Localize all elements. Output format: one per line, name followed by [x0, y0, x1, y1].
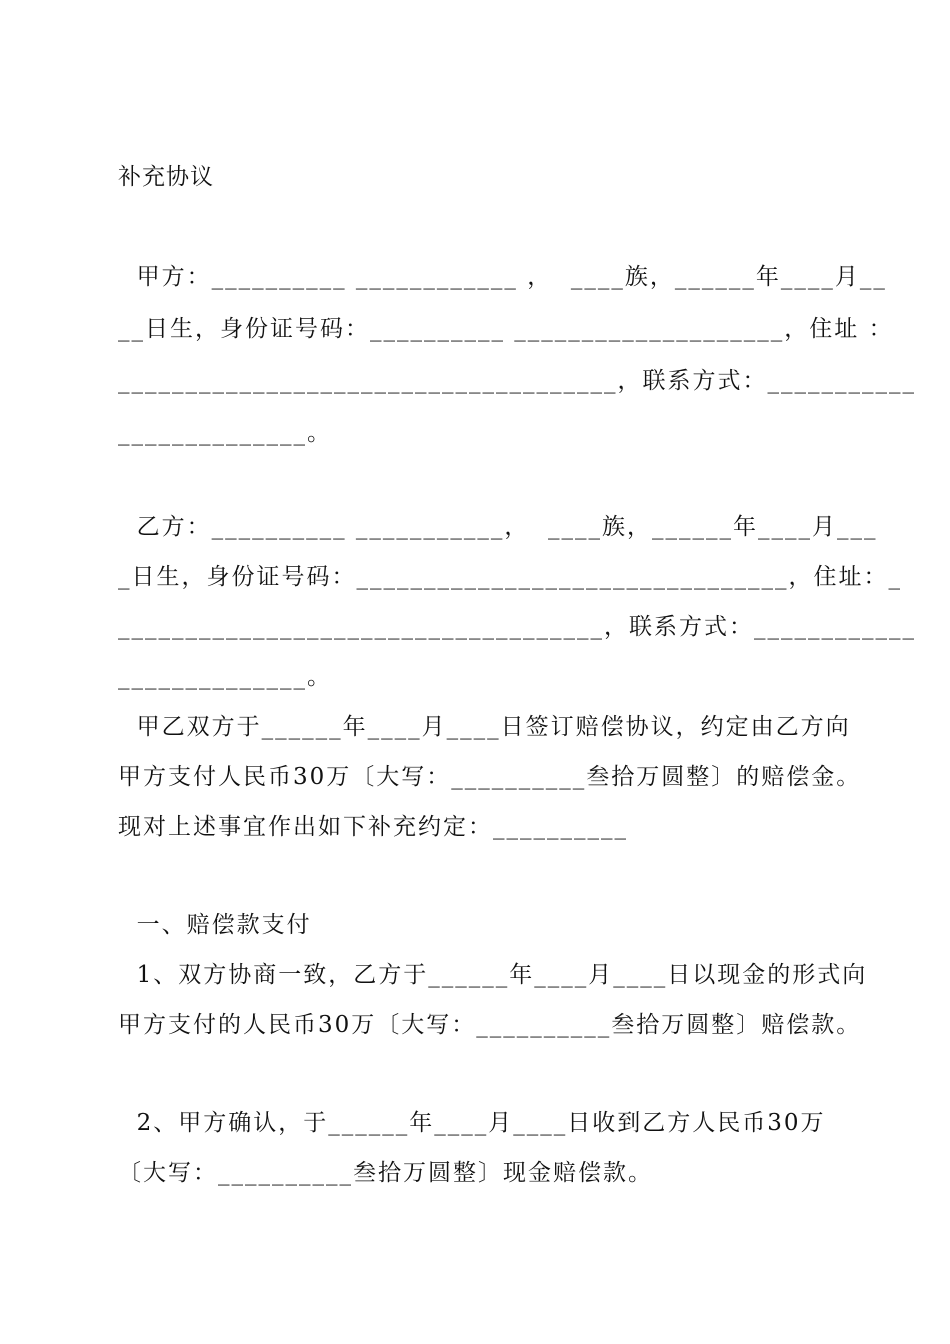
- intro-line-1: 甲乙双方于______年____月____日签订赔偿协议，约定由乙方向: [118, 714, 851, 740]
- intro-line-2: 甲方支付人民币30万〔大写：__________叁拾万圆整〕的赔偿金。: [118, 764, 862, 790]
- party-b-line-1: 乙方：__________ ___________， ____族，______年____月___: [118, 514, 878, 540]
- party-a-line-2: __日生，身份证号码：__________ ____________________，住址 ：: [118, 316, 894, 342]
- party-b-line-2: _日生，身份证号码：________________________________，住址：_: [118, 564, 902, 590]
- party-b-line-4: ______________。: [118, 664, 332, 690]
- party-a-line-4: ______________。: [118, 420, 332, 446]
- section-1-item-2-line-2: 〔大写：__________叁拾万圆整〕现金赔偿款。: [118, 1160, 653, 1186]
- section-1-item-1-line-1: 1、双方协商一致，乙方于______年____月____日以现金的形式向: [118, 962, 868, 988]
- document-title: 补充协议: [118, 164, 214, 190]
- section-1-heading: 一、赔偿款支付: [118, 912, 312, 938]
- party-b-line-3: ____________________________________，联系方式：____________: [118, 614, 916, 640]
- party-a-line-1: 甲方：__________ ____________ ， ____族，______年____月__: [118, 264, 887, 290]
- section-1-item-1-line-2: 甲方支付的人民币30万〔大写：__________叁拾万圆整〕赔偿款。: [118, 1012, 862, 1038]
- section-1-item-2-line-1: 2、甲方确认，于______年____月____日收到乙方人民币30万: [118, 1110, 826, 1136]
- intro-line-3: 现对上述事宜作出如下补充约定：__________: [118, 814, 628, 840]
- party-a-line-3: _____________________________________，联系方式：___________: [118, 368, 916, 394]
